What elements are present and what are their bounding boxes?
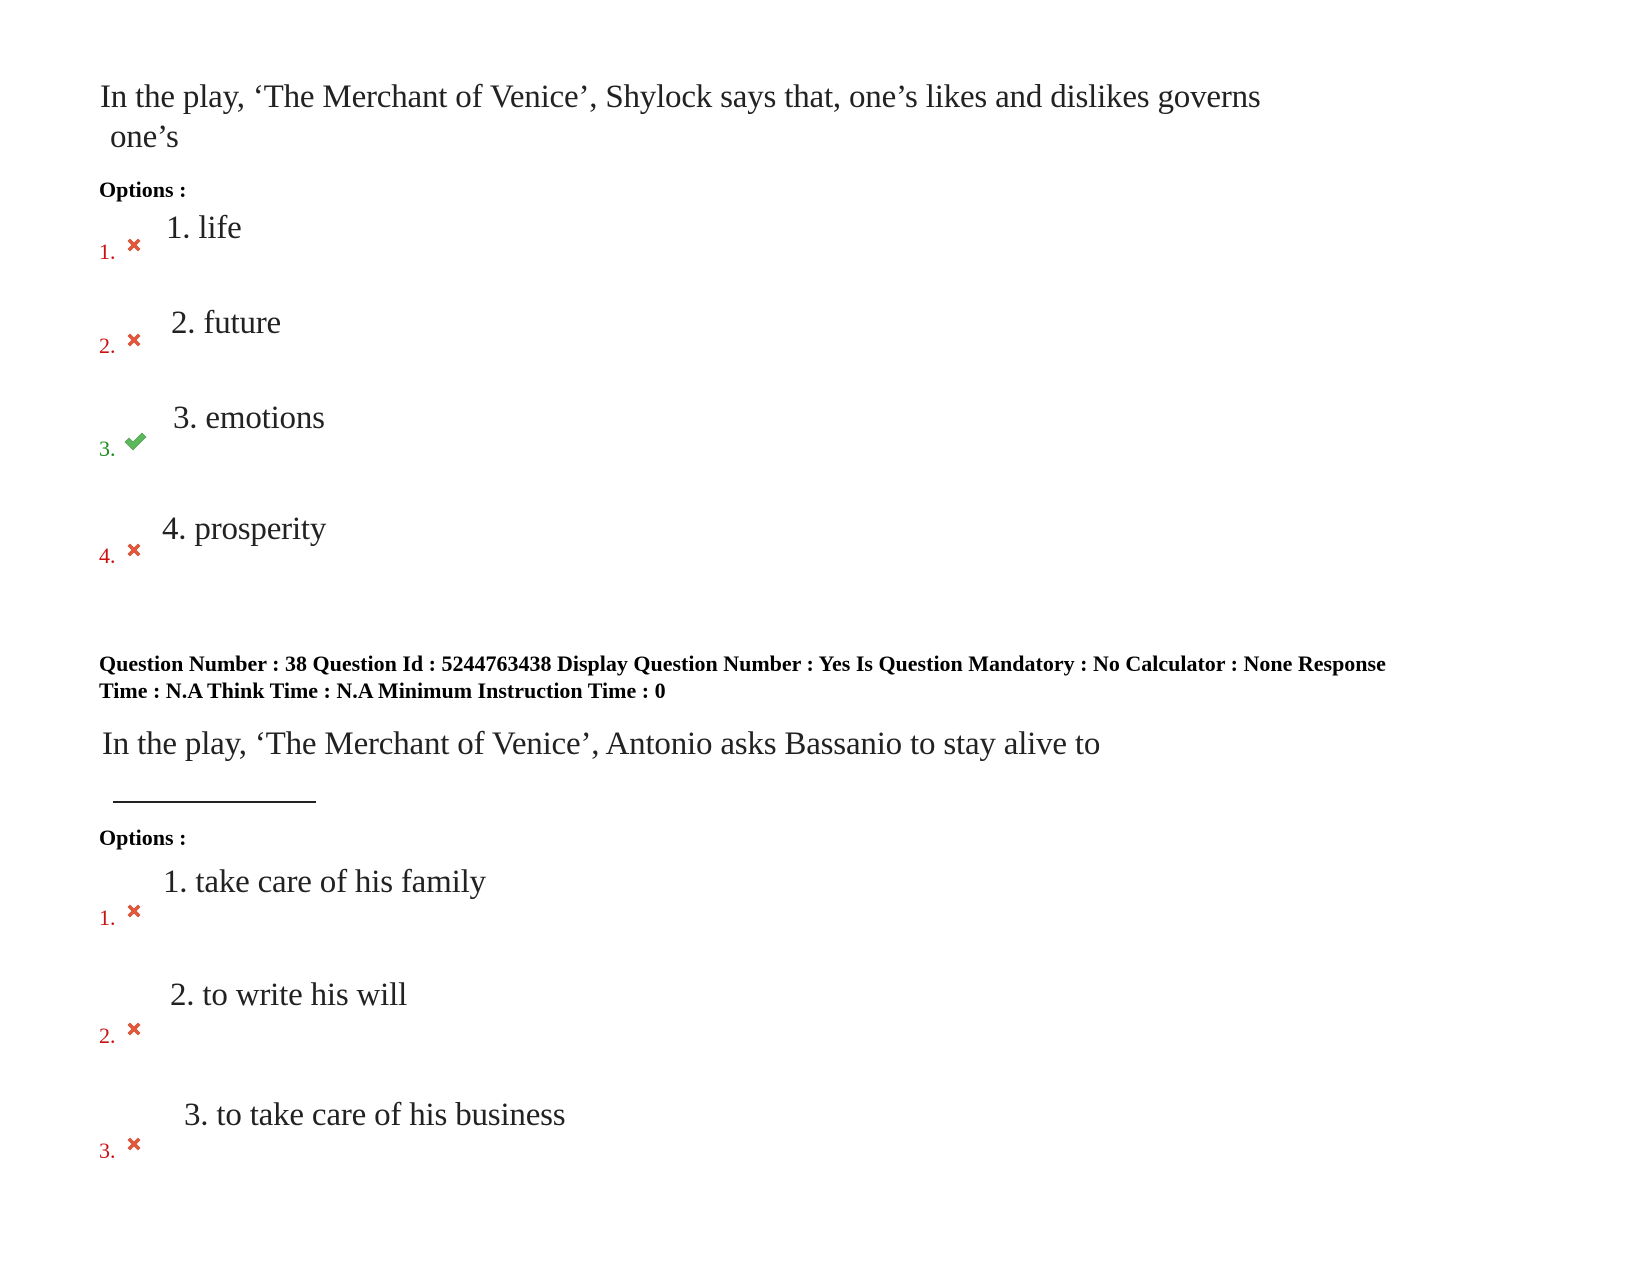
options-label: Options : [99, 825, 187, 850]
question-meta-line-1: Question Number : 38 Question Id : 5244763438 Display Question Number : Yes Is Question Mandatory : No Calculator : None Response [99, 651, 1386, 676]
option-text: 1. life [166, 210, 242, 246]
option-text: 1. take care of his family [163, 864, 486, 900]
question-text: In the play, ‘The Merchant of Venice’, Antonio asks Bassanio to stay alive to [102, 726, 1101, 762]
cross-icon [125, 331, 143, 349]
option-text: 3. emotions [173, 400, 325, 436]
option-number: 3. [99, 436, 116, 461]
option-number: 4. [99, 543, 116, 568]
answer-blank-line [113, 801, 316, 803]
question-text-line-2: one’s [110, 119, 179, 155]
option-text: 2. future [171, 305, 281, 341]
cross-icon [125, 541, 143, 559]
option-text: 2. to write his will [170, 977, 408, 1013]
options-label: Options : [99, 177, 187, 202]
option-number: 1. [99, 905, 116, 930]
option-number: 2. [99, 1023, 116, 1048]
cross-icon [125, 1135, 143, 1153]
question-text-line-1: In the play, ‘The Merchant of Venice’, Shylock says that, one’s likes and dislikes governs [100, 79, 1261, 115]
option-text: 3. to take care of his business [184, 1097, 566, 1133]
option-number: 1. [99, 239, 116, 264]
option-number: 2. [99, 333, 116, 358]
option-text: 4. prosperity [162, 511, 327, 547]
option-number: 3. [99, 1138, 116, 1163]
cross-icon [125, 236, 143, 254]
question-meta-line-2: Time : N.A Think Time : N.A Minimum Instruction Time : 0 [99, 678, 666, 703]
check-icon [123, 431, 147, 451]
cross-icon [125, 1020, 143, 1038]
cross-icon [125, 902, 143, 920]
